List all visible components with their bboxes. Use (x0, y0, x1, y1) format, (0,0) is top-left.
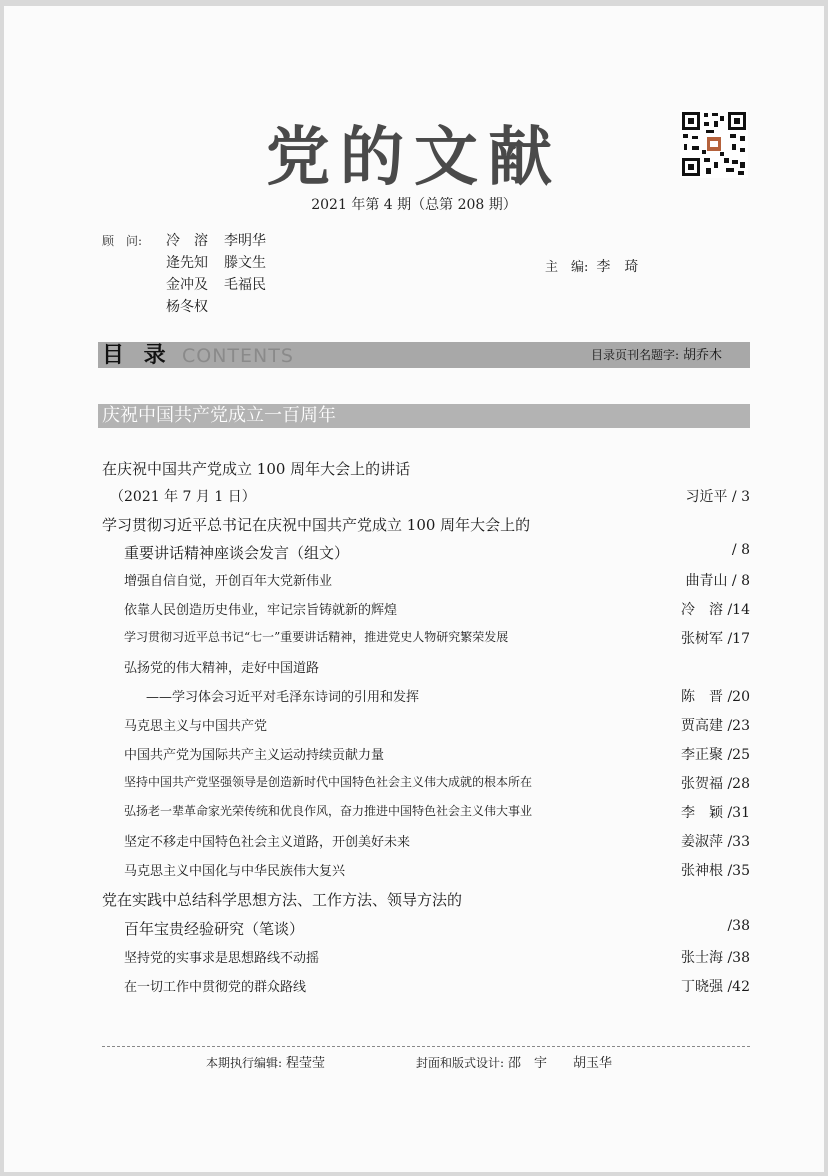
toc-title: 目 录 (102, 342, 172, 368)
exec-editor-name: 程莹莹 (286, 1056, 326, 1071)
toc-entry[interactable] (102, 860, 750, 880)
toc-entry[interactable] (102, 976, 750, 996)
toc-entry-author: 习近平 / 3 (685, 489, 750, 505)
toc-entry-author: 张神根 /35 (681, 863, 750, 879)
advisor-name: 金冲及 (166, 277, 208, 293)
toc-entry-title: 百年宝贵经验研究（笔谈） (124, 920, 305, 938)
toc-entry-author: 姜淑萍 /33 (681, 834, 750, 850)
toc-entry-author: 张树军 /17 (681, 631, 750, 647)
toc-entry-author: 陈 晋 /20 (681, 689, 750, 705)
advisor-name: 毛福民 (224, 277, 266, 293)
toc-entry[interactable] (102, 918, 750, 938)
toc-entry[interactable] (102, 458, 750, 478)
exec-editor-label: 本期执行编辑: (206, 1056, 283, 1070)
toc-entry-author: 曲青山 / 8 (685, 573, 750, 589)
toc-entry-author: 李 颖 /31 (681, 805, 750, 821)
journal-page (4, 6, 824, 1172)
calligraphy-name: 胡乔木 (682, 348, 722, 363)
toc-entry[interactable] (102, 831, 750, 851)
toc-entry-title: 马克思主义中国化与中华民族伟大复兴 (124, 864, 346, 879)
masthead-title: 党的文献 (266, 120, 562, 195)
advisor-name: 逄先知 (166, 255, 208, 271)
design-label: 封面和版式设计: (416, 1056, 505, 1070)
toc-entry[interactable] (102, 947, 750, 967)
chief-editor-label: 主 编: (545, 260, 589, 275)
toc-entry[interactable] (102, 744, 750, 764)
toc-entry-title: 重要讲话精神座谈会发言（组文） (124, 544, 350, 562)
toc-entry-title: 中国共产党为国际共产主义运动持续贡献力量 (124, 748, 385, 763)
advisors-list (166, 230, 282, 318)
toc-entry-title: 党在实践中总结科学思想方法、工作方法、领导方法的 (102, 891, 463, 909)
advisor-name: 滕文生 (224, 255, 266, 271)
toc-entry-author: 李正聚 /25 (681, 747, 750, 763)
footer-divider (102, 1046, 750, 1047)
toc-entry-title: 弘扬老一辈革命家光荣传统和优良作风，奋力推进中国特色社会主义伟大事业 (124, 804, 533, 818)
toc-entry-title: 坚持中国共产党坚强领导是创造新时代中国特色社会主义伟大成就的根本所在 (124, 775, 533, 789)
toc-calligraphy-credit (591, 342, 722, 369)
toc-entry-title: 马克思主义与中国共产党 (124, 719, 268, 734)
toc-entry-title: 增强自信自觉，开创百年大党新伟业 (124, 574, 333, 589)
section-title: 庆祝中国共产党成立一百周年 (102, 405, 336, 426)
toc-entry-author: 贾高建 /23 (681, 718, 750, 734)
design-credit (416, 1052, 612, 1071)
advisor-name: 李明华 (224, 233, 266, 249)
toc-contents-label: CONTENTS (182, 345, 294, 367)
advisor-name: 冷 溶 (166, 233, 208, 249)
advisor-name: 杨冬权 (166, 299, 208, 315)
toc-entry-title: （2021 年 7 月 1 日） (110, 489, 256, 505)
toc-entry[interactable] (102, 889, 750, 909)
toc-entry-title: 学习贯彻习近平总书记在庆祝中国共产党成立 100 周年大会上的 (102, 516, 531, 534)
exec-editor-credit (206, 1052, 325, 1071)
toc-entry-author: 张士海 /38 (681, 950, 750, 966)
toc-entry[interactable] (102, 773, 750, 793)
toc-entry-author: 冷 溶 /14 (681, 602, 750, 618)
qr-code-icon[interactable] (680, 110, 748, 178)
toc-entry[interactable] (102, 542, 750, 562)
toc-entry-title: 学习贯彻习近平总书记“七一”重要讲话精神，推进党史人物研究繁荣发展 (124, 630, 509, 644)
toc-entry[interactable] (102, 657, 750, 677)
toc-entry-title: ——学习体会习近平对毛泽东诗词的引用和发挥 (146, 690, 420, 705)
toc-entry-title: 坚持党的实事求是思想路线不动摇 (124, 951, 320, 966)
toc-entry-title: 弘扬党的伟大精神，走好中国道路 (124, 661, 320, 676)
toc-entry[interactable] (102, 686, 750, 706)
toc-entry[interactable] (102, 802, 750, 822)
advisors-label: 顾 问: (102, 234, 143, 248)
issue-number: 2021 年第 4 期（总第 208 期） (311, 197, 517, 213)
toc-entry-author: 张贺福 /28 (681, 776, 750, 792)
toc-header-bar (98, 342, 750, 368)
toc-entry-author: /38 (727, 918, 750, 934)
calligraphy-label: 目录页刊名题字: (590, 348, 679, 362)
toc-entry[interactable] (102, 486, 750, 506)
toc-entry-title: 在一切工作中贯彻党的群众路线 (124, 980, 307, 995)
toc-entry-author: / 8 (731, 542, 750, 558)
design-names: 邵 宇 胡玉华 (508, 1056, 613, 1071)
chief-editor (545, 256, 638, 276)
chief-editor-name: 李 琦 (596, 259, 639, 275)
toc-entry-title: 在庆祝中国共产党成立 100 周年大会上的讲话 (102, 460, 411, 478)
toc-entry-title: 依靠人民创造历史伟业，牢记宗旨铸就新的辉煌 (124, 603, 398, 618)
toc-entry[interactable] (102, 628, 750, 648)
section-header (98, 404, 750, 428)
toc-entry[interactable] (102, 715, 750, 735)
toc-entry-author: 丁晓强 /42 (681, 979, 750, 995)
toc-entry[interactable] (102, 570, 750, 590)
toc-entry[interactable] (102, 514, 750, 534)
toc-entry[interactable] (102, 599, 750, 619)
toc-entry-title: 坚定不移走中国特色社会主义道路，开创美好未来 (124, 835, 411, 850)
